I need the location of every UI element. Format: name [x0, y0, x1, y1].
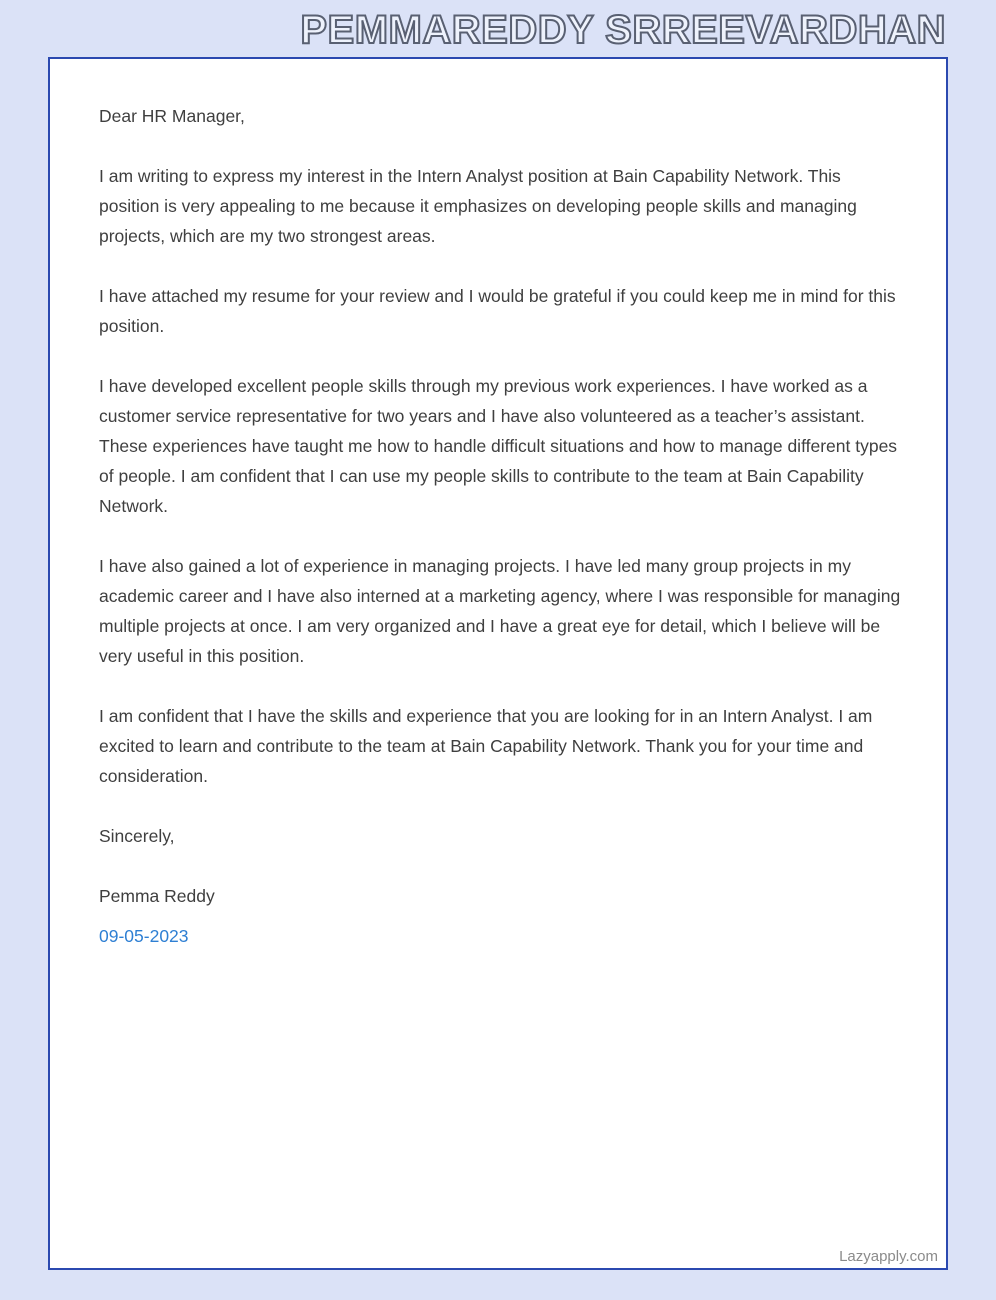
- closing: Sincerely,: [99, 826, 175, 846]
- paragraph-people-skills: I have developed excellent people skills through my previous work experiences. I have worked as a customer service representative for two years and I have also volunteered as a teacher’s assistant. These experiences have taught me how to handle difficult situations and how to manage different types of people. I am confident that I can use my people skills to contribute to the team at Bain Capability Network.: [99, 376, 898, 516]
- date-link[interactable]: 09-05-2023: [99, 926, 189, 946]
- date-line: [99, 921, 902, 951]
- signature-name: Pemma Reddy: [99, 886, 215, 906]
- paragraph-intro: I am writing to express my interest in the Intern Analyst position at Bain Capability Network. This position is very appealing to me because it emphasizes on developing people skills and managing projects, which are my two strongest areas.: [99, 166, 857, 246]
- cover-letter-document: [48, 57, 948, 1270]
- paragraph-resume-attached: I have attached my resume for your review and I would be grateful if you could keep me in mind for this position.: [99, 286, 896, 336]
- paragraph-project-management: I have also gained a lot of experience in managing projects. I have led many group projects in my academic career and I have also interned at a marketing agency, where I was responsible for managing multiple projects at once. I am very organized and I have a great eye for detail, which I believe will be very useful in this position.: [99, 556, 901, 666]
- header-name: PEMMAREDDY SRREEVARDHAN: [300, 8, 946, 52]
- header: [48, 6, 946, 54]
- salutation: Dear HR Manager,: [99, 106, 245, 126]
- watermark-link[interactable]: Lazyapply.com: [839, 1248, 938, 1265]
- paragraph-conclusion: I am confident that I have the skills and experience that you are looking for in an Intern Analyst. I am excited to learn and contribute to the team at Bain Capability Network. Thank you for your time and consideration.: [99, 706, 873, 786]
